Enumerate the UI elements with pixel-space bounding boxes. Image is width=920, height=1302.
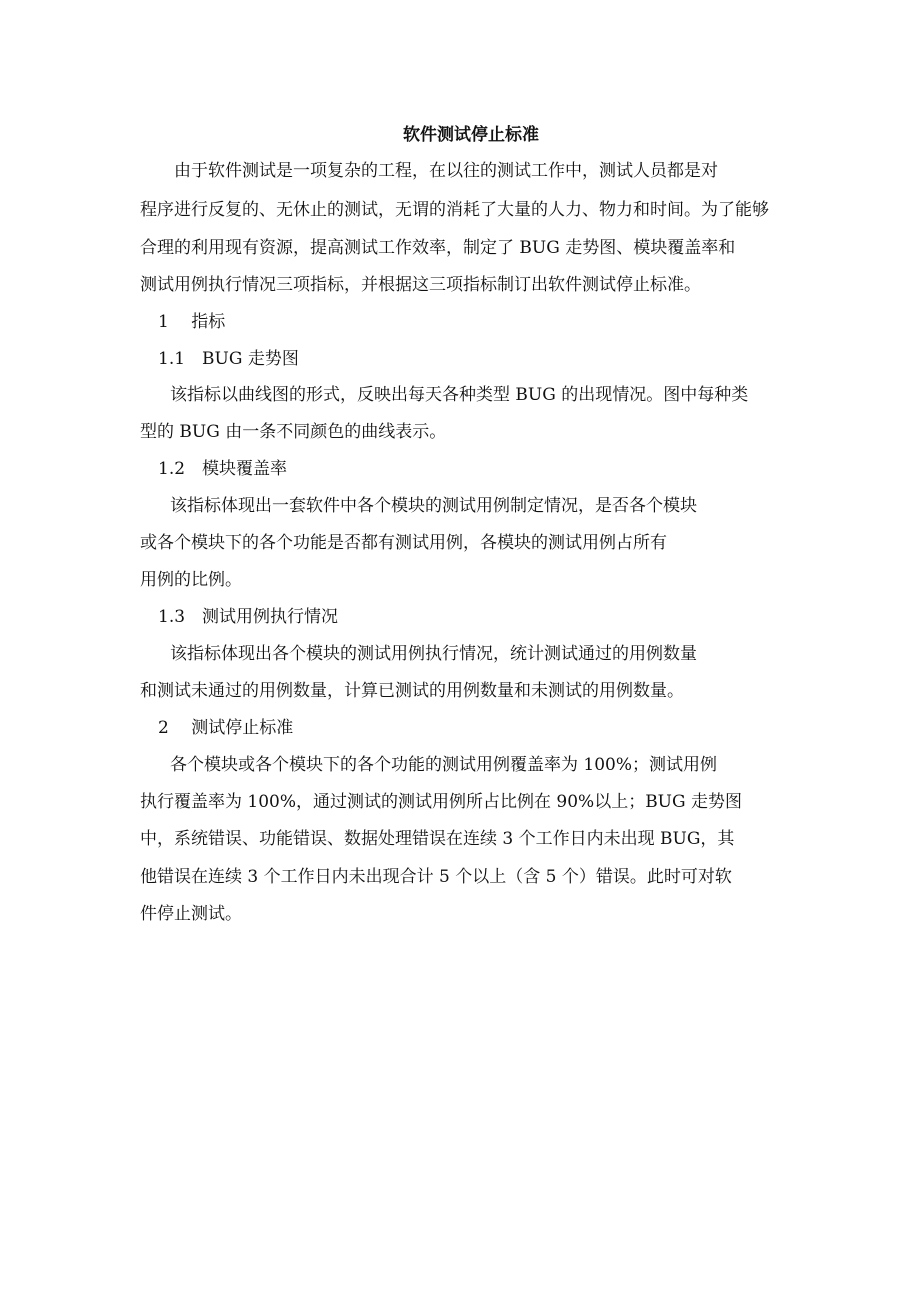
paragraph-line: 该指标体现出一套软件中各个模块的测试用例制定情况，是否各个模块 bbox=[170, 496, 697, 516]
subsection-heading: 1.1 BUG 走势图 bbox=[158, 349, 299, 369]
paragraph-line: 或各个模块下的各个功能是否都有测试用例，各模块的测试用例占所有 bbox=[140, 533, 667, 553]
section-heading: 1 指标 bbox=[158, 312, 226, 332]
paragraph-line: 该指标体现出各个模块的测试用例执行情况，统计测试通过的用例数量 bbox=[170, 644, 697, 664]
paragraph-line: 用例的比例。 bbox=[140, 570, 242, 590]
paragraph-line: 各个模块或各个模块下的各个功能的测试用例覆盖率为 100%；测试用例 bbox=[170, 755, 718, 775]
subsection-heading: 1.3 测试用例执行情况 bbox=[158, 607, 339, 627]
paragraph-line: 该指标以曲线图的形式，反映出每天各种类型 BUG 的出现情况。图中每种类 bbox=[170, 385, 749, 405]
intro-line: 由于软件测试是一项复杂的工程，在以往的测试工作中，测试人员都是对 bbox=[174, 161, 718, 181]
section-heading: 2 测试停止标准 bbox=[158, 718, 294, 738]
intro-line: 测试用例执行情况三项指标，并根据这三项指标制订出软件测试停止标准。 bbox=[140, 275, 701, 295]
paragraph-line: 型的 BUG 由一条不同颜色的曲线表示。 bbox=[140, 422, 447, 442]
paragraph-line: 和测试未通过的用例数量，计算已测试的用例数量和未测试的用例数量。 bbox=[140, 681, 684, 701]
intro-line: 合理的利用现有资源，提高测试工作效率，制定了 BUG 走势图、模块覆盖率和 bbox=[140, 238, 736, 258]
paragraph-line: 执行覆盖率为 100%，通过测试的测试用例所占比例在 90%以上；BUG 走势图 bbox=[140, 792, 742, 812]
paragraph-line: 中，系统错误、功能错误、数据处理错误在连续 3 个工作日内未出现 BUG，其 bbox=[140, 829, 735, 849]
subsection-heading: 1.2 模块覆盖率 bbox=[158, 459, 288, 479]
document-title: 软件测试停止标准 bbox=[403, 125, 539, 145]
paragraph-line: 件停止测试。 bbox=[140, 904, 242, 924]
intro-line: 程序进行反复的、无休止的测试，无谓的消耗了大量的人力、物力和时间。为了能够 bbox=[140, 200, 769, 220]
paragraph-line: 他错误在连续 3 个工作日内未出现合计 5 个以上（含 5 个）错误。此时可对软 bbox=[140, 867, 732, 887]
